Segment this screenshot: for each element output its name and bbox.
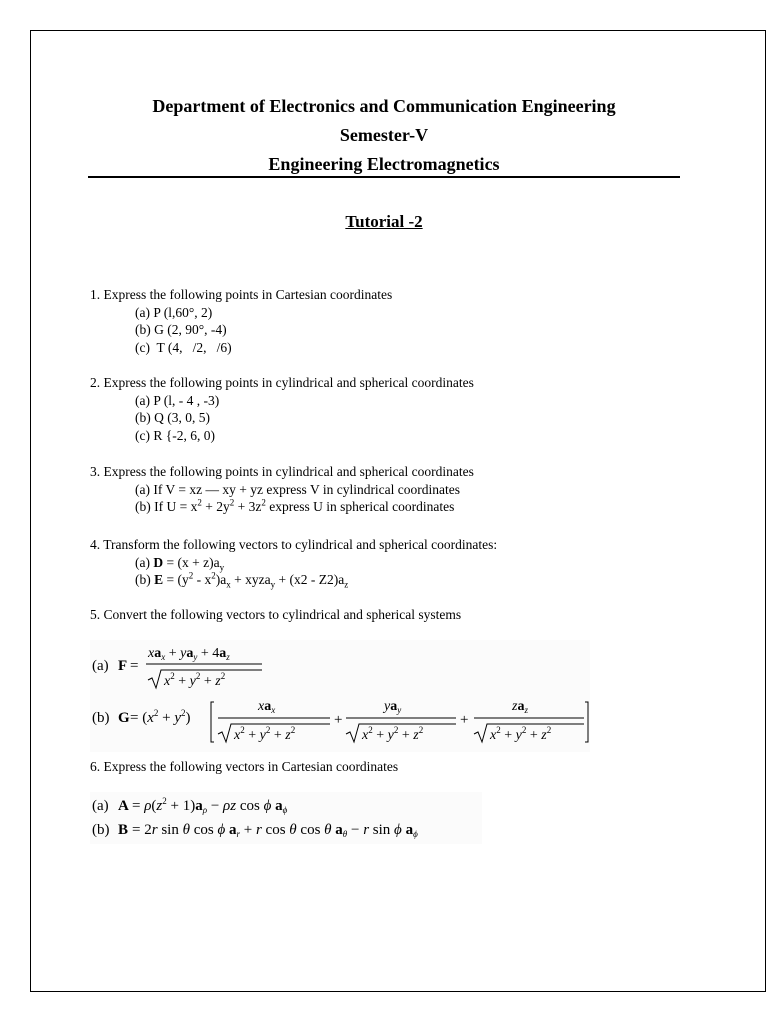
tutorial-title: Tutorial -2: [345, 212, 423, 231]
question-5-equations: [90, 640, 590, 752]
document-header: [30, 92, 738, 179]
q5-F-symbol: F: [118, 658, 128, 674]
svg-text:= 2r sin θ cos ϕ ar + r cos θ: = 2r sin θ cos ϕ $a_r + r$ cos θ cos θ $a_\theta - r$ sin ϕ $a_\phi$: [132, 822, 418, 839]
q5-a-label: (a): [92, 658, 109, 674]
q5-b-label: (b): [92, 710, 110, 726]
svg-text:+: +: [460, 712, 469, 728]
question-5-equation-image: [90, 640, 590, 752]
svg-text:x2 + y2 + z2: $x^2 + y^2 + z^2$: [490, 725, 552, 743]
q6-b-label: (b): [92, 822, 110, 838]
question-4-title: 4. Transform the following vectors to cylindrical and spherical coordinates:: [90, 537, 498, 552]
question-1: [90, 286, 392, 356]
question-6-equation-image: [90, 792, 482, 844]
svg-text:zaz: $za_z$: [512, 699, 528, 715]
svg-text:= (x2 + y2): = $(x^2 + y^2)$: [130, 708, 191, 726]
question-6-title: 6. Express the following vectors in Cartesian coordinates: [90, 759, 399, 774]
svg-text:x2 + y2 + z2: $x^2 + y^2 + z^2$: [164, 671, 226, 689]
question-5-title: 5. Convert the following vectors to cylindrical and spherical systems: [90, 607, 462, 622]
question-1-item-a: (a) P (l,60°, 2): [135, 304, 213, 320]
q5-G-symbol: G: [118, 710, 130, 726]
question-6: [90, 758, 398, 776]
question-6-equations: [90, 792, 482, 844]
department-title: Department of Electronics and Communication Engineering: [152, 96, 616, 116]
question-3-title: 3. Express the following points in cylindrical and spherical coordinates: [90, 464, 474, 479]
question-1-item-b: (b) G (2, 90°, -4): [135, 322, 227, 337]
question-1-item-c: (c) T (4, /2, /6): [135, 339, 232, 355]
question-4-item-a: (a) $D = (x + z)a_y$: [135, 554, 225, 573]
header-divider: [88, 176, 680, 178]
question-2-item-c: (c) R {-2, 6, 0): [135, 427, 215, 443]
semester-title: Semester-V: [339, 125, 429, 145]
course-title: Engineering Electromagnetics: [268, 154, 500, 174]
svg-text:yay: $ya_y$: [384, 699, 402, 715]
svg-text:x2 + y2 + z2: $x^2 + y^2 + z^2$: [362, 725, 424, 743]
svg-text:x2 + y2 + z2: $x^2 + y^2 + z^2$: [234, 725, 296, 743]
question-2: [90, 374, 474, 444]
svg-text:+: +: [334, 712, 343, 728]
svg-text:= ρ(z2 + 1)aρ − ρz cos ϕ aϕ: = $\rho(z^2 + 1)a_\rho - \rho z$ cos ϕ $a_\phi$: [132, 796, 288, 815]
question-3-item-a: (a) If V = xz — xy + yz express V in cylindrical coordinates: [135, 481, 461, 497]
svg-text:xax + yay + 4az: $xa_x + ya_y + 4a_z$: [148, 646, 230, 662]
question-2-title: 2. Express the following points in cylindrical and spherical coordinates: [90, 375, 474, 390]
question-4: [90, 536, 497, 589]
q6-a-label: (a): [92, 798, 109, 814]
svg-text:xax: $xa_x$: [258, 699, 276, 715]
question-1-title: 1. Express the following points in Cartesian coordinates: [90, 287, 393, 302]
question-3: [90, 463, 474, 516]
question-3-item-b: (b) If $U = x^2 + 2y^2 + 3z^2$ express U in spherical coordinates: [135, 497, 455, 514]
q6-A-symbol: A: [118, 798, 129, 814]
svg-text:=: =: [130, 658, 139, 674]
q6-B-symbol: B: [118, 822, 129, 838]
question-2-item-a: (a) P (l, - 4 , -3): [135, 392, 220, 408]
question-4-item-b: (b) $E = (y^2 - x^2)a_x$ + xyza$_y$ + $(x2 - Z2)a_z$: [135, 570, 349, 590]
question-5: [90, 606, 461, 624]
question-2-item-b: (b) Q (3, 0, 5): [135, 410, 210, 425]
